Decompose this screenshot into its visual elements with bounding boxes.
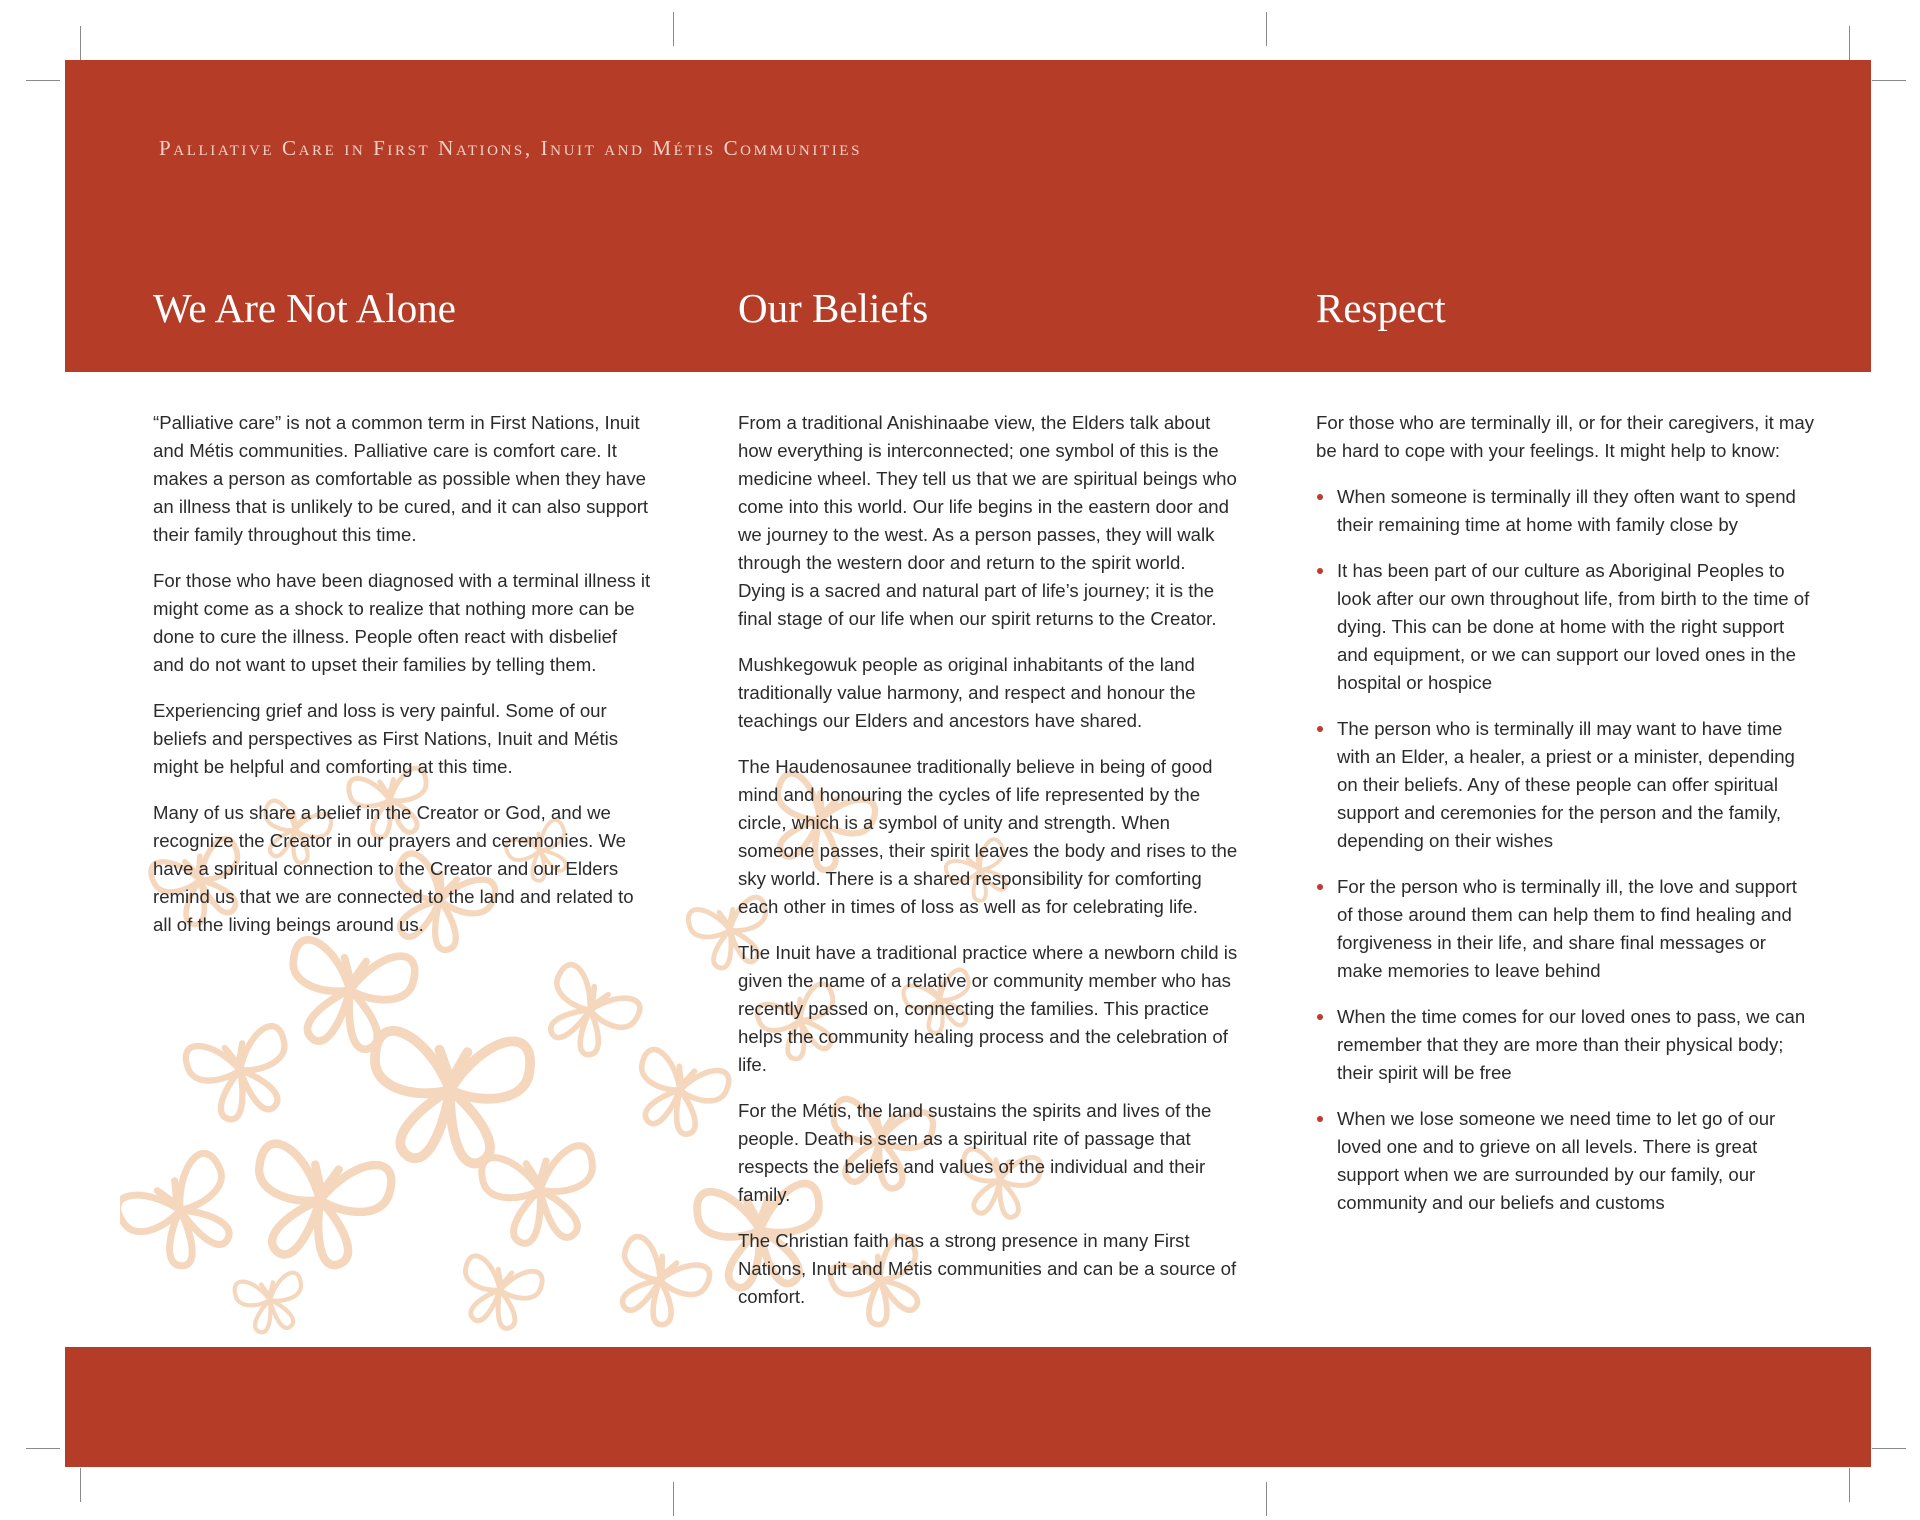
bullet-dot-icon xyxy=(1317,1014,1323,1020)
footer-band xyxy=(65,1347,1871,1467)
column-we-are-not-alone xyxy=(153,409,653,957)
bullet-item xyxy=(1316,715,1816,855)
paragraph: Mushkegowuk people as original inhabitants of the land traditionally value harmony, and respect and honour the teachings our Elders and ancestors have shared. xyxy=(738,654,1196,731)
bullet-text: For the person who is terminally ill, the love and support of those around them can help them to find healing and forgiveness in their life, and share final messages or make memories to leave behind xyxy=(1337,876,1797,981)
bullet-text: The person who is terminally ill may want to have time with an Elder, a healer, a priest or a minister, depending on their beliefs. Any of these people can offer spiritual support and ceremonies for the person and the family, depending on their wishes xyxy=(1337,718,1795,851)
bullet-text: When we lose someone we need time to let go of our loved one and to grieve on all levels. There is great support when we are surrounded by our family, our community and our beliefs and customs xyxy=(1337,1108,1776,1213)
paragraph: The Haudenosaunee traditionally believe in being of good mind and honouring the cycles of life represented by the circle, which is a symbol of unity and strength. When someone passes, their spirit leaves the body and rises to the sky world. There is a shared responsibility for comforting each other in times of loss as well as for celebrating life. xyxy=(738,756,1238,917)
paragraph: For the Métis, the land sustains the spirits and lives of the people. Death is seen as a spiritual rite of passage that respects the beliefs and values of the individual and their family. xyxy=(738,1100,1212,1205)
crop-mark xyxy=(26,1448,60,1449)
column-our-beliefs xyxy=(738,409,1238,1329)
crop-mark xyxy=(26,80,60,81)
bullet-dot-icon xyxy=(1317,726,1323,732)
bullet-dot-icon xyxy=(1317,884,1323,890)
crop-mark xyxy=(673,12,674,46)
bullet-text: When the time comes for our loved ones to pass, we can remember that they are more than their physical body; their spirit will be free xyxy=(1337,1006,1806,1083)
butterfly-icon xyxy=(183,1024,300,1127)
bullet-item xyxy=(1316,873,1816,985)
crop-mark xyxy=(1849,1468,1850,1502)
column-respect xyxy=(1316,409,1816,1235)
paragraph: For those who have been diagnosed with a terminal illness it might come as a shock to realize that nothing more can be done to cure the illness. People often react with disbelief and do not want to upset their families by telling them. xyxy=(153,570,651,675)
bullet-dot-icon xyxy=(1317,494,1323,500)
butterfly-icon xyxy=(120,1149,253,1282)
bullet-item xyxy=(1316,1003,1816,1087)
bullet-dot-icon xyxy=(1317,1116,1323,1122)
crop-mark xyxy=(1872,80,1906,81)
bullet-dot-icon xyxy=(1317,568,1323,574)
bullet-list xyxy=(1316,483,1816,1217)
butterfly-icon xyxy=(603,1233,714,1335)
butterfly-icon xyxy=(531,961,644,1067)
paragraph: Many of us share a belief in the Creator or God, and we recognize the Creator in our prayers and ceremonies. We have a spiritual connection to the Creator and our Elders remind us that we are connected to the land and related to all of the living beings around us. xyxy=(153,802,634,935)
butterfly-icon xyxy=(233,1271,308,1335)
intro-paragraph: For those who are terminally ill, or for their caregivers, it may be hard to cope with your feelings. It might help to know: xyxy=(1316,412,1815,461)
bullet-text: When someone is terminally ill they often want to spend their remaining time at home with family close by xyxy=(1337,486,1796,535)
paragraph: The Inuit have a traditional practice where a newborn child is given the name of a relative or community member who has recently passed on, connecting the families. This practice helps the community healing process and the celebration of life. xyxy=(738,942,1238,1075)
paragraph: Experiencing grief and loss is very painful. Some of our beliefs and perspectives as First Nations, Inuit and Métis might be helpful and comforting at this time. xyxy=(153,700,619,777)
paragraph: From a traditional Anishinaabe view, the Elders talk about how everything is interconnected; one symbol of this is the medicine wheel. They tell us that we are spiritual beings who come into this world. Our life begins in the eastern door and we journey to the west. As a person passes, they will walk through the western door and return to the spirit world. Dying is a sacred and natural part of life’s journey; it is the final stage of our life when our spirit returns to the Creator. xyxy=(738,412,1237,629)
butterfly-icon xyxy=(625,1047,731,1142)
running-title: Palliative Care in First Nations, Inuit and Métis Communities xyxy=(159,136,863,160)
bullet-item xyxy=(1316,483,1816,539)
heading-we-are-not-alone: We Are Not Alone xyxy=(153,285,456,331)
crop-mark xyxy=(673,1482,674,1516)
crop-mark xyxy=(1849,26,1850,60)
butterfly-icon xyxy=(453,1254,544,1334)
butterfly-icon xyxy=(242,1141,394,1273)
crop-mark xyxy=(1872,1448,1906,1449)
heading-our-beliefs: Our Beliefs xyxy=(738,285,929,331)
crop-mark xyxy=(1266,12,1267,46)
paragraph: “Palliative care” is not a common term in First Nations, Inuit and Métis communities. Palliative care is comfort care. It makes a person as comfortable as possible when they have an illness that is unlikely to be cured, and it can also support their family throughout this time. xyxy=(153,412,649,545)
bullet-item xyxy=(1316,557,1816,697)
butterfly-icon xyxy=(480,1144,602,1248)
butterfly-icon xyxy=(367,1029,533,1167)
crop-mark xyxy=(80,26,81,60)
bullet-text: It has been part of our culture as Aboriginal Peoples to look after our own throughout life, from birth to the time of dying. This can be done at home with the right support and equipment, or we can support our loved ones in the hospital or hospice xyxy=(1337,560,1810,693)
bullet-item xyxy=(1316,1105,1816,1217)
crop-mark xyxy=(80,1468,81,1502)
heading-respect: Respect xyxy=(1316,285,1446,331)
crop-mark xyxy=(1266,1482,1267,1516)
paragraph: The Christian faith has a strong presence in many First Nations, Inuit and Métis communities and can be a source of comfort. xyxy=(738,1230,1237,1307)
